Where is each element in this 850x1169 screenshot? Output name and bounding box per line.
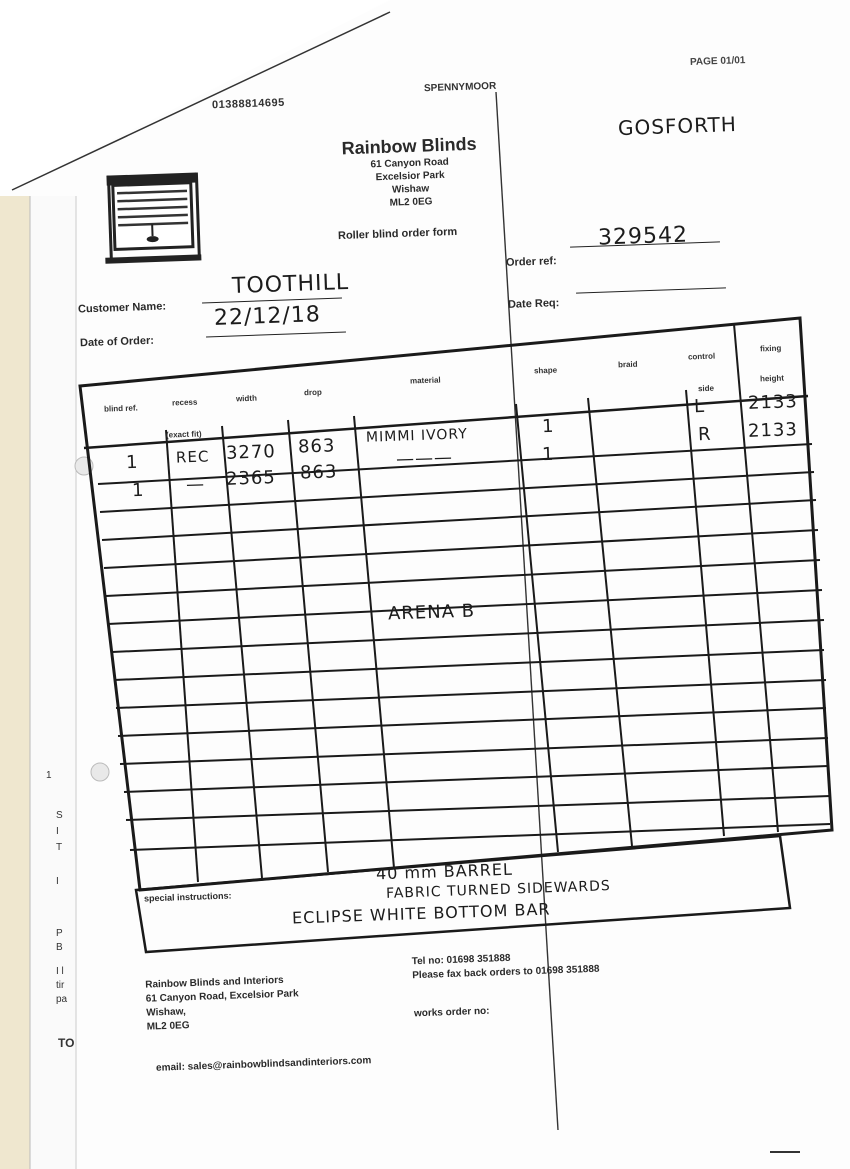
company-name: Rainbow Blinds — [341, 133, 477, 159]
footer-address-line: Wishaw, — [146, 1006, 186, 1019]
row1-shape: 1 — [541, 415, 555, 438]
customer-name-label: Customer Name: — [77, 300, 167, 316]
row2-shape: 1 — [541, 443, 555, 466]
left-fragment: TO — [58, 1036, 75, 1050]
row2-fixing: 2133 — [747, 419, 799, 442]
special-instruction-line: FABRIC TURNED SIDEWARDS — [385, 878, 612, 902]
left-fragment: I l — [56, 966, 64, 977]
footer-company: Rainbow Blinds and Interiors — [145, 974, 284, 991]
footer-postcode: ML2 0EG — [146, 1020, 190, 1033]
left-fragment: B — [56, 942, 63, 953]
left-fragment: I — [56, 876, 59, 887]
fax-sender-number: 01388814695 — [211, 96, 285, 112]
special-instructions-label: special instructions: — [143, 890, 232, 904]
date-of-order-value: 22/12/18 — [213, 302, 322, 331]
footer-email: email: sales@rainbowblindsandinteriors.com — [155, 1055, 372, 1074]
header-braid: braid — [617, 359, 638, 370]
left-fragment: T — [56, 842, 63, 853]
left-fragment: I — [56, 826, 59, 837]
form-title: Roller blind order form — [337, 225, 458, 243]
row1-fixing: 2133 — [747, 391, 799, 414]
branch-handwritten: GOSFORTH — [617, 111, 738, 141]
order-ref-value: 329542 — [597, 222, 689, 251]
fax-location: SPENNYMOOR — [423, 80, 497, 95]
left-fragment: tir — [56, 980, 65, 991]
company-address-line: Wishaw — [391, 183, 430, 196]
footer-address-block — [145, 973, 300, 1034]
date-req-label: Date Req: — [507, 297, 560, 311]
row2-recess: — — [185, 473, 206, 496]
fax-page-number: PAGE 01/01 — [689, 55, 746, 68]
row1-material: MIMMI IVORY — [365, 426, 469, 446]
header-fixing-height: height — [759, 373, 785, 384]
left-fragment: S — [56, 810, 63, 821]
row2-control: R — [697, 423, 712, 446]
table-note: ARENA B — [387, 600, 476, 625]
company-address-line: Excelsior Park — [375, 169, 445, 184]
order-ref-label: Order ref: — [505, 255, 557, 269]
header-recess-sub: (exact fit) — [165, 429, 202, 440]
company-address-line: 61 Canyon Road — [370, 156, 450, 171]
header-fixing: fixing — [759, 343, 782, 354]
row2-blind-ref: 1 — [131, 479, 145, 502]
date-of-order-label: Date of Order: — [79, 334, 155, 350]
header-material: material — [409, 375, 441, 386]
left-fragment: P — [56, 928, 63, 939]
row1-recess: REC — [175, 447, 210, 467]
special-instruction-line: 40 mm BARREL — [375, 859, 514, 884]
company-address-line: ML2 0EG — [389, 196, 433, 209]
header-control: control — [687, 351, 716, 362]
left-fragment: 1 — [46, 770, 52, 781]
header-blind-ref: blind ref. — [103, 403, 138, 414]
special-instruction-line: ECLIPSE WHITE BOTTOM BAR — [291, 899, 551, 928]
left-fragment: pa — [56, 994, 68, 1005]
row2-material: ——— — [395, 447, 454, 470]
row2-drop: 863 — [299, 461, 338, 484]
works-order-label: works order no: — [413, 1005, 490, 1020]
header-shape: shape — [533, 365, 558, 376]
row1-blind-ref: 1 — [125, 451, 139, 474]
row2-width: 2365 — [225, 467, 277, 490]
row1-control: L — [693, 395, 706, 418]
footer-tel: Tel no: 01698 351888 — [411, 952, 511, 968]
header-control-side: side — [697, 383, 715, 394]
footer-fax-note: Please fax back orders to 01698 351888 — [412, 963, 600, 982]
row1-width: 3270 — [225, 441, 277, 464]
header-width: width — [235, 393, 258, 404]
footer-address-line: 61 Canyon Road, Excelsior Park — [145, 988, 299, 1005]
customer-name-value: TOOTHILL — [231, 269, 350, 300]
row1-drop: 863 — [297, 435, 336, 458]
header-recess: recess — [171, 397, 198, 408]
header-drop: drop — [303, 387, 322, 398]
